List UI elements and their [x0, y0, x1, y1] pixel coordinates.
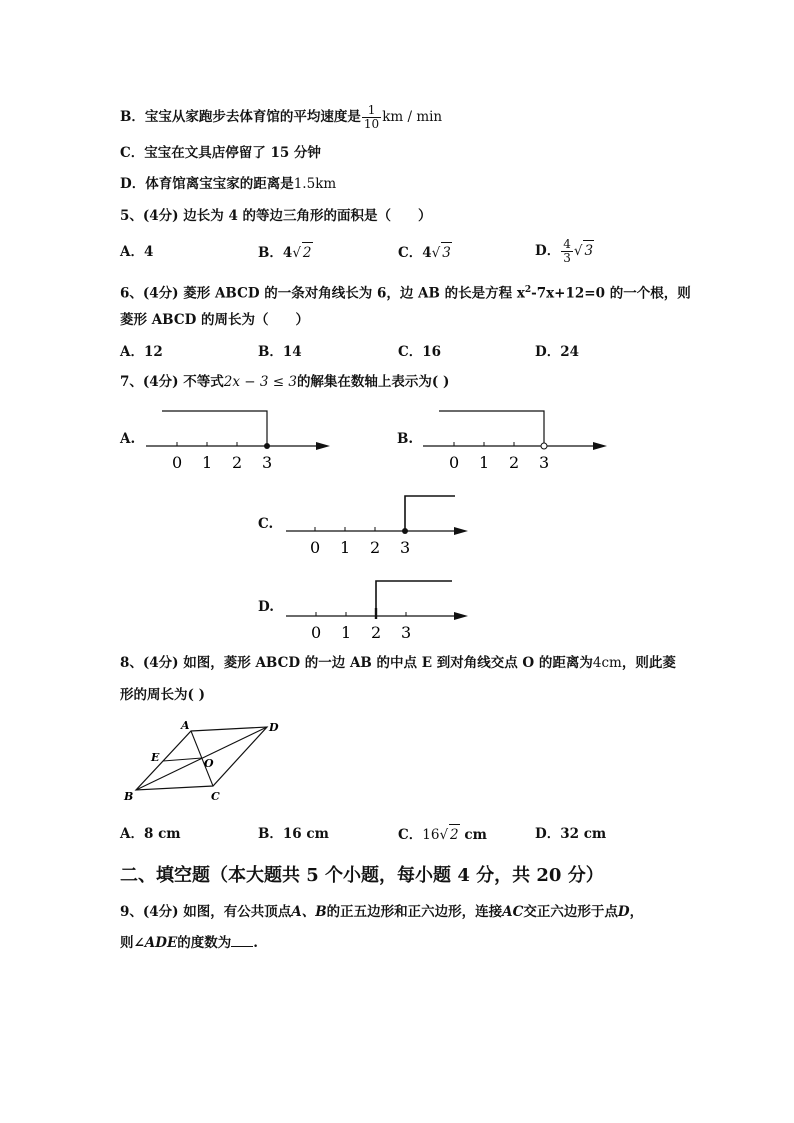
- point-label-a: A: [181, 719, 190, 732]
- axis-arrow: [316, 442, 330, 450]
- tick-label: 0: [449, 453, 460, 472]
- fraction-denominator: 3: [563, 251, 571, 265]
- fraction-denominator: 10: [363, 117, 380, 131]
- q5-option-c-radicand: 3: [441, 242, 452, 263]
- q9-line1-part-b: 的正五边形和正六边形，连接: [326, 904, 503, 920]
- q6-option-d: D．24: [535, 344, 579, 360]
- tick-label: 1: [341, 623, 352, 642]
- q7-label-c: C.: [258, 516, 274, 532]
- q5-option-b-radicand: 2: [302, 242, 313, 263]
- q9-line2-part-a: 则: [120, 935, 134, 951]
- solution-bracket: [439, 411, 544, 443]
- q9-line1-part-c: 交正六边形于点: [523, 904, 618, 920]
- solution-bracket: [376, 581, 452, 616]
- q7-number-line-a: [140, 405, 340, 475]
- q4-speed-fraction: [362, 104, 381, 131]
- q6-option-a: A．12: [120, 344, 163, 360]
- axis-arrow: [454, 527, 468, 535]
- q5-option-b: [258, 242, 313, 263]
- q8-stem-line1: [120, 653, 676, 673]
- q9-shared-vertices: A、B: [291, 904, 327, 920]
- q6-option-c: C．16: [398, 344, 442, 360]
- q8-stem-part-a: 8、(4分) 如图，菱形 ABCD 的一边 AB 的中点 E 到对角线交点 O 的距离为: [120, 655, 593, 671]
- q6-stem-part-b: -7x+12=0 的一个根，则: [531, 285, 691, 302]
- q8-option-c: [398, 824, 487, 845]
- tick-label: 0: [172, 453, 183, 472]
- q6-stem-part-a: 6、(4分) 菱形 ABCD 的一条对角线长为 6，边 AB 的长是方程 x: [120, 285, 525, 302]
- q9-line1: [120, 902, 643, 922]
- q4-option-b-text: 宝宝从家跑步去体育馆的平均速度是: [144, 109, 361, 125]
- q7-number-line-d: [280, 575, 480, 645]
- q9-segment-ac: AC: [502, 904, 524, 920]
- q5-option-d-radicand: 3: [583, 240, 594, 261]
- q7-label-b: B.: [397, 431, 414, 447]
- fraction-numerator: 1: [362, 104, 381, 118]
- point-label-b: B: [124, 790, 134, 803]
- q4-option-c: C．宝宝在文具店停留了 15 分钟: [120, 145, 321, 161]
- tick-label: 2: [371, 623, 382, 642]
- q9-point-d: D: [617, 904, 630, 920]
- tick-label: 0: [310, 538, 321, 557]
- q5-option-a: A．4: [120, 244, 154, 260]
- q9-line2-end: .: [253, 935, 258, 951]
- sqrt-symbol: √: [431, 245, 441, 261]
- q4-option-b: [120, 104, 442, 131]
- q8-option-c-coefficient: 16: [422, 827, 440, 843]
- closed-point: [402, 528, 408, 534]
- q5-option-d-fraction: [561, 238, 573, 265]
- tick-label: 0: [311, 623, 322, 642]
- open-point: [541, 443, 547, 449]
- q4-option-d-value: 1.5km: [293, 176, 337, 192]
- q7-stem-part-a: 7、(4分) 不等式: [120, 374, 224, 390]
- sqrt-symbol: √: [573, 243, 583, 259]
- q7-stem: [120, 372, 449, 392]
- q7-label-a: A.: [120, 431, 136, 447]
- tick-label: 1: [202, 453, 213, 472]
- q4-option-d: [120, 174, 336, 194]
- section-title-fill-in: 二、填空题（本大题共 5 个小题，每小题 4 分，共 20 分）: [120, 865, 604, 886]
- axis-arrow: [593, 442, 607, 450]
- q4-option-b-label: B．: [120, 109, 145, 125]
- q9-angle-ade: ∠ADE: [133, 935, 178, 951]
- tick-label: 2: [232, 453, 243, 472]
- q8-option-d: D．32 cm: [535, 826, 607, 842]
- point-label-e: E: [151, 751, 160, 764]
- tick-label: 1: [340, 538, 351, 557]
- q6-option-b: B．14: [258, 344, 302, 360]
- q9-line1-end: ，: [629, 904, 644, 920]
- q8-option-a: A．8 cm: [120, 826, 181, 842]
- q6-exponent: 2: [524, 285, 532, 295]
- q7-number-line-c: [280, 490, 480, 560]
- q9-line2-part-b: 的度数为: [177, 935, 232, 951]
- tick-label: 2: [370, 538, 381, 557]
- q8-distance-value: 4cm: [592, 655, 622, 671]
- q6-stem-line2: 菱形 ABCD 的周长为（ ）: [120, 312, 309, 328]
- answer-blank[interactable]: [231, 934, 253, 947]
- tick-label: 3: [401, 623, 412, 642]
- q4-speed-unit: km / min: [382, 109, 443, 125]
- q7-inequality: 2x − 3 ≤ 3: [223, 374, 297, 390]
- q8-option-c-label: C．: [398, 827, 423, 843]
- q8-stem-line2: 形的周长为( ): [120, 687, 205, 703]
- fraction-numerator: 4: [563, 237, 571, 251]
- tick-label: 3: [262, 453, 273, 472]
- tick-label: 3: [539, 453, 550, 472]
- q8-rhombus-figure: [115, 715, 295, 810]
- q6-stem-line1: [120, 280, 691, 304]
- q7-label-d: D.: [258, 599, 274, 615]
- q5-option-c: [398, 242, 452, 263]
- q7-number-line-b: [417, 405, 617, 475]
- sqrt-symbol: √: [439, 827, 449, 843]
- solution-bracket: [162, 411, 267, 446]
- closed-point: [264, 443, 270, 449]
- q9-line2: [120, 933, 258, 953]
- q5-option-d: [535, 238, 594, 265]
- q5-option-b-label: B．4: [258, 245, 293, 261]
- axis-arrow: [454, 612, 468, 620]
- q7-stem-part-b: 的解集在数轴上表示为( ): [296, 374, 450, 390]
- tick-label: 1: [479, 453, 490, 472]
- point-label-o: O: [204, 757, 214, 770]
- tick-label: 3: [400, 538, 411, 557]
- q8-option-c-unit: cm: [464, 827, 487, 843]
- q8-stem-part-b: ，则此菱: [621, 655, 676, 671]
- q8-option-c-radicand: 2: [449, 824, 460, 845]
- q5-option-d-label: D．: [535, 243, 561, 259]
- tick-label: 2: [509, 453, 520, 472]
- q5-option-c-label: C．4: [398, 245, 432, 261]
- point-label-c: C: [211, 790, 220, 803]
- sqrt-symbol: √: [292, 245, 301, 261]
- point-label-d: D: [269, 721, 279, 734]
- q9-line1-part-a: 9、(4分) 如图，有公共顶点: [120, 904, 292, 920]
- q8-option-b: B．16 cm: [258, 826, 329, 842]
- solution-bracket: [405, 496, 455, 531]
- q4-option-d-text: D．体育馆离宝宝家的距离是: [120, 176, 294, 192]
- q5-stem: 5、(4分) 边长为 4 的等边三角形的面积是（ ）: [120, 208, 432, 224]
